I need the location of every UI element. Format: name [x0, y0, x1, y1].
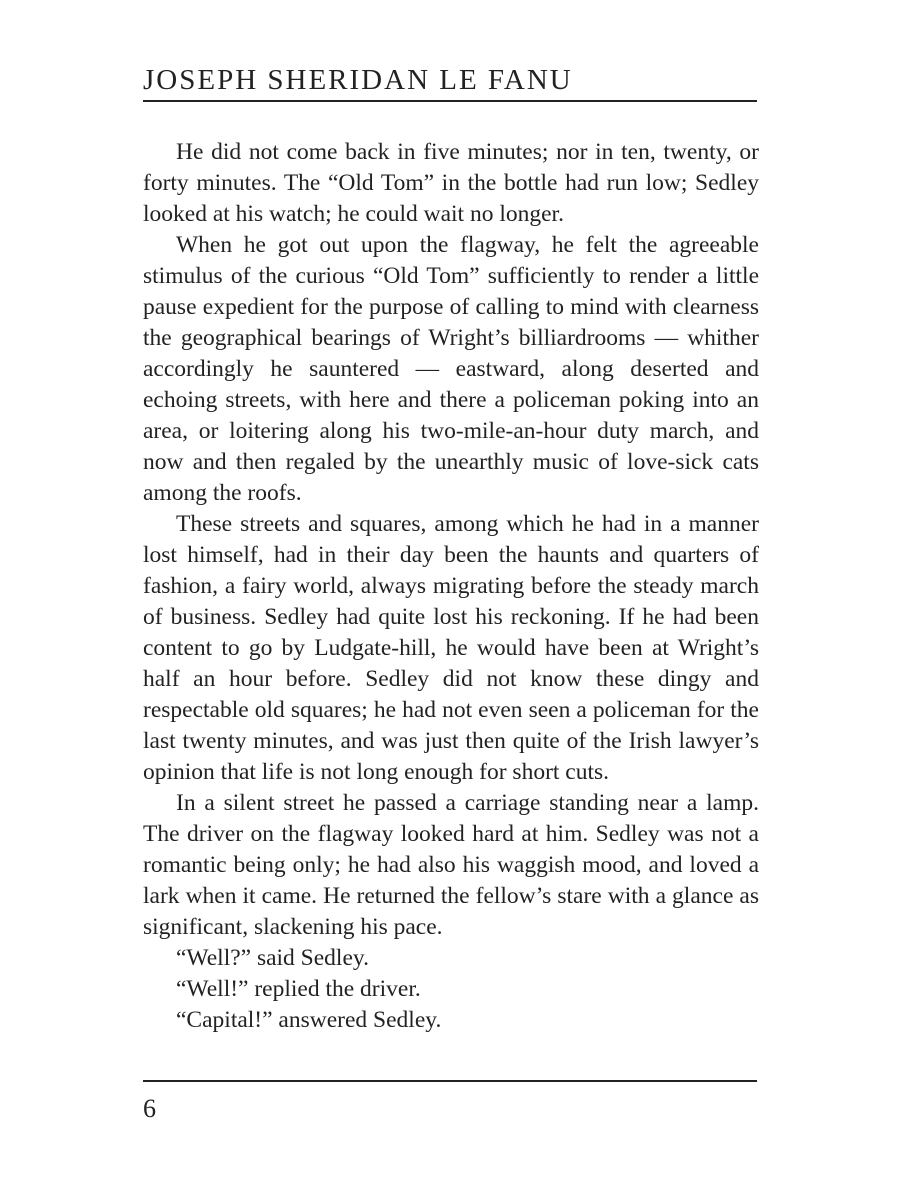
paragraph: He did not come back in five minutes; nor in ten, twenty, or forty minutes. The “Old Tom” in the bottle had run low; Sedley looked at his watch; he could wait no longer. — [143, 139, 759, 227]
paragraph: In a silent street he passed a carriage standing near a lamp. The driver on the flagway looked hard at him. Sedley was not a romantic being only; he had also his waggish mood, and loved a lark when it came. He returned the fellow’s stare with a glance as significant, slackening his pace. — [143, 790, 759, 940]
footer-rule — [143, 1080, 757, 1082]
paragraph: These streets and squares, among which he had in a manner lost himself, had in their day been the haunts and quarters of fashion, a fairy world, always migrating before the steady march of business. Sedley had quite lost his reckoning. If he had been content to go by Ludgate-hill, he would have been at Wright’s half an hour before. Sedley did not know these dingy and respectable old squares; he had not even seen a policeman for the last twenty minutes, and was just then quite of the Irish lawyer’s opinion that life is not long enough for short cuts. — [143, 511, 759, 785]
header-rule — [143, 100, 757, 102]
body-text — [143, 137, 759, 1036]
dialogue-line: “Capital!” answered Sedley. — [176, 1007, 442, 1033]
page-number: 6 — [143, 1094, 156, 1123]
dialogue-line: “Well?” said Sedley. — [176, 945, 369, 971]
paragraph: When he got out upon the flagway, he felt the agreeable stimulus of the curious “Old Tom” sufficiently to render a little pause expedient for the purpose of calling to mind with clearness the geographical bearings of Wright’s billiardrooms — whither accordingly he sauntered — eastward, along deserted and echoing streets, with here and there a policeman poking into an area, or loitering along his two-mile-an-hour duty march, and now and then regaled by the unearthly music of love-sick cats among the roofs. — [143, 232, 759, 506]
running-header — [143, 62, 757, 102]
running-title: JOSEPH SHERIDAN LE FANU — [143, 64, 573, 96]
dialogue-line: “Well!” replied the driver. — [176, 976, 421, 1002]
